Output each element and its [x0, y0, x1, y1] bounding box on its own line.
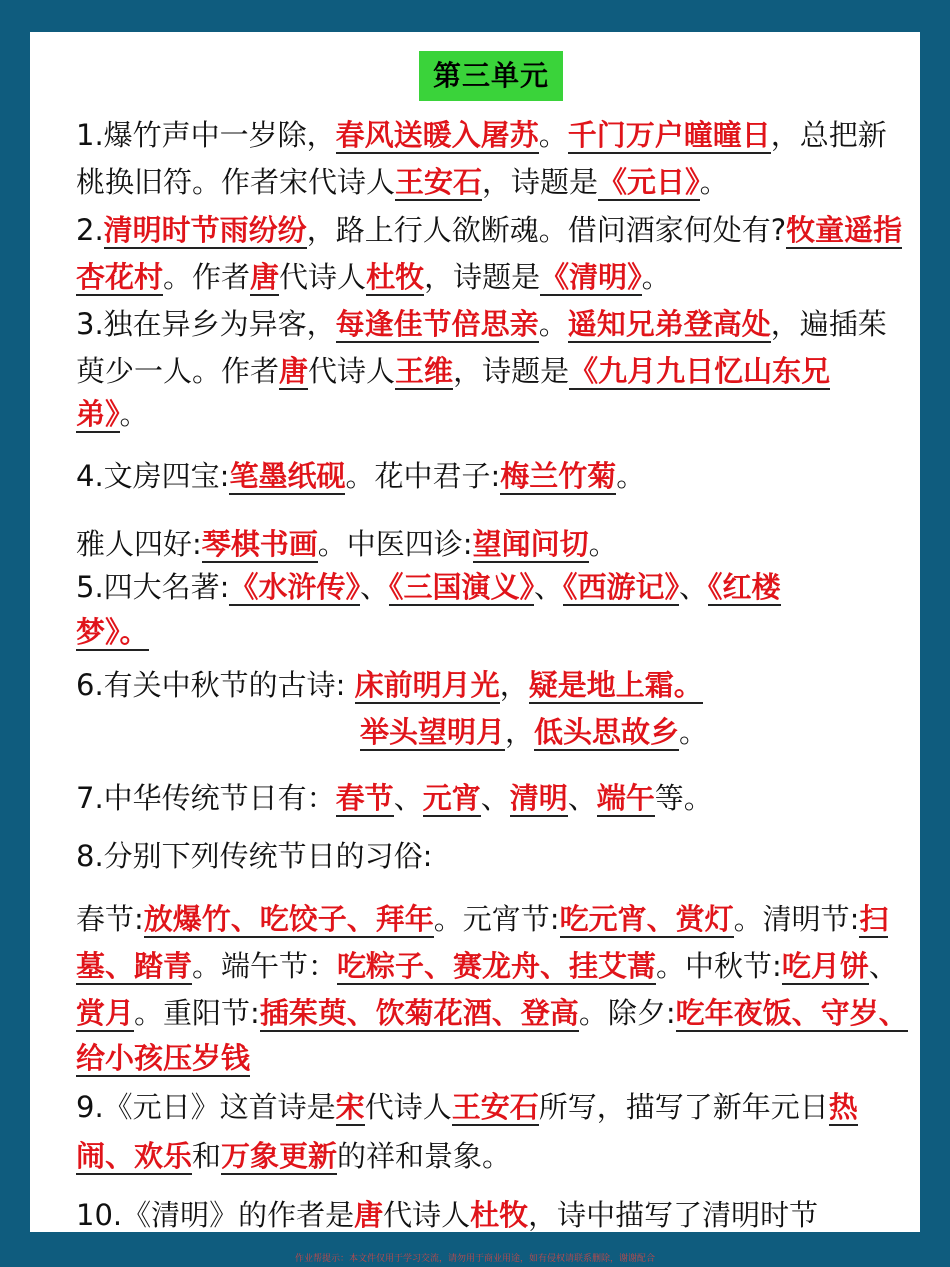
- text-line: [76, 453, 645, 499]
- text-line: [76, 609, 149, 655]
- answer-text: 春风送暖入屠苏: [335, 118, 539, 152]
- question-text: 所写，描写了新年元日: [538, 1090, 829, 1124]
- question-text: 。: [616, 459, 646, 493]
- text-line: [76, 1192, 818, 1232]
- footer-watermark: 作业帮提示：本文件仅用于学习交流，请勿用于商业用途，如有侵权请联系删除，谢谢配合: [294, 1254, 655, 1264]
- answer-text: 热: [828, 1090, 858, 1124]
- text-line: [76, 662, 703, 708]
- question-text: ，诗中描写了清明时节: [528, 1198, 819, 1232]
- answer-text: 墓、踏青: [76, 949, 193, 983]
- answer-text: 杏花村: [76, 260, 164, 294]
- question-text: ，遍插茱: [770, 307, 887, 341]
- question-text: 萸少一人。作者: [76, 354, 280, 388]
- question-text: 代诗人: [308, 354, 396, 388]
- question-text: 、: [567, 781, 597, 815]
- answer-text: 梦》。: [76, 615, 149, 649]
- answer-text: 每逢佳节倍思亲: [335, 307, 539, 341]
- question-text: 雅人四好:: [76, 527, 202, 561]
- answer-text: 吃月饼: [781, 949, 869, 983]
- question-text: 、: [534, 570, 564, 604]
- question-text: 代诗人: [383, 1198, 471, 1232]
- question-text: 6.有关中秋节的古诗:: [76, 668, 355, 702]
- question-text: 等。: [654, 781, 713, 815]
- answer-text: 王维: [395, 354, 454, 388]
- question-text: 。: [119, 397, 149, 431]
- answer-text: 插茱萸、饮菊花酒、登高: [259, 996, 579, 1030]
- answer-text: 《红楼: [708, 570, 781, 604]
- question-text: 。元宵节:: [433, 902, 560, 936]
- question-text: ，诗题是: [424, 260, 541, 294]
- answer-text: 放爆竹、吃饺子、拜年: [143, 902, 434, 936]
- answer-text: 笔墨纸砚: [229, 459, 346, 493]
- answer-text: 吃元宵、赏灯: [559, 902, 734, 936]
- text-line: [76, 112, 887, 158]
- text-line: [76, 254, 671, 300]
- answer-text: 吃年夜饭、守岁、: [675, 996, 908, 1030]
- answer-text: 王安石: [395, 165, 483, 199]
- text-line: [76, 1035, 250, 1081]
- question-text: 4.文房四宝:: [76, 459, 230, 493]
- answer-text: 望闻问切: [472, 527, 589, 561]
- question-text: 、: [393, 781, 423, 815]
- answer-text: 《九月九日忆山东兄: [569, 354, 831, 388]
- text-line: [76, 391, 149, 437]
- answer-text: 唐: [279, 354, 309, 388]
- answer-text: 吃粽子、赛龙舟、挂艾蒿: [337, 949, 657, 983]
- text-line: [76, 833, 432, 879]
- text-line: [76, 943, 898, 989]
- question-text: 。: [679, 715, 709, 749]
- question-text: 。: [588, 527, 618, 561]
- answer-text: 《水浒传》: [229, 570, 360, 604]
- answer-text: 赏月: [76, 996, 135, 1030]
- question-text: 桃换旧符。作者宋代诗人: [76, 165, 396, 199]
- question-text: 。作者: [163, 260, 251, 294]
- text-line: [76, 1133, 511, 1179]
- answer-text: 《元日》: [598, 165, 700, 199]
- text-line: [360, 709, 708, 755]
- answer-text: 端午: [596, 781, 655, 815]
- question-text: 的祥和景象。: [337, 1139, 512, 1173]
- question-text: 5.四大名著:: [76, 570, 230, 604]
- text-line: [76, 521, 618, 567]
- unit-title: 第三单元: [419, 51, 563, 101]
- question-text: 、: [868, 949, 898, 983]
- question-text: 。中秋节:: [656, 949, 782, 983]
- question-text: 春节:: [76, 902, 144, 936]
- question-text: 代诗人: [279, 260, 367, 294]
- question-text: 和: [192, 1139, 222, 1173]
- question-text: 、: [480, 781, 510, 815]
- question-text: ，: [505, 715, 535, 749]
- question-text: ，: [499, 668, 529, 702]
- answer-text: 举头望明月: [360, 715, 506, 749]
- question-text: 。重阳节:: [134, 996, 260, 1030]
- answer-text: 琴棋书画: [201, 527, 318, 561]
- question-text: 。: [538, 307, 568, 341]
- answer-text: 杜牧: [366, 260, 425, 294]
- answer-text: 梅兰竹菊: [500, 459, 617, 493]
- question-text: 。: [538, 118, 568, 152]
- question-text: 2.: [76, 213, 104, 247]
- question-text: 。清明节:: [733, 902, 860, 936]
- question-text: ，路上行人欲断魂。借问酒家何处有?: [306, 213, 787, 247]
- question-text: 。花中君子:: [345, 459, 501, 493]
- answer-text: 清明时节雨纷纷: [103, 213, 307, 247]
- answer-text: 清明: [509, 781, 568, 815]
- question-text: 3.独在异乡为异客，: [76, 307, 336, 341]
- question-text: 1.爆竹声中一岁除，: [76, 118, 336, 152]
- answer-text: 王安石: [451, 1090, 539, 1124]
- answer-text: 春节: [335, 781, 394, 815]
- text-line: [76, 896, 888, 942]
- text-line: [76, 990, 908, 1036]
- question-text: 。: [699, 165, 729, 199]
- answer-text: 遥知兄弟登高处: [567, 307, 771, 341]
- answer-text: 唐: [250, 260, 280, 294]
- answer-text: 杜牧: [470, 1198, 529, 1232]
- text-line: [76, 775, 713, 821]
- question-text: 、: [679, 570, 709, 604]
- answer-text: 宋: [335, 1090, 365, 1124]
- question-text: 。端午节：: [192, 949, 338, 983]
- question-text: ，诗题是: [482, 165, 599, 199]
- question-text: 8.分别下列传统节日的习俗:: [76, 839, 433, 873]
- question-text: 。: [641, 260, 671, 294]
- answer-text: 《西游记》: [563, 570, 680, 604]
- question-text: 、: [359, 570, 389, 604]
- worksheet: [30, 32, 920, 1232]
- answer-text: 《三国演义》: [388, 570, 534, 604]
- answer-text: 万象更新: [221, 1139, 338, 1173]
- question-text: 。中医四诊:: [317, 527, 473, 561]
- question-text: 7.中华传统节日有：: [76, 781, 336, 815]
- answer-text: 床前明月光: [354, 668, 500, 702]
- question-text: 10.《清明》的作者是: [76, 1198, 355, 1232]
- answer-text: 闹、欢乐: [76, 1139, 193, 1173]
- answer-text: 元宵: [422, 781, 481, 815]
- question-text: 。除夕:: [578, 996, 676, 1030]
- answer-text: 千门万户曈曈日: [567, 118, 771, 152]
- question-text: ，诗题是: [453, 354, 570, 388]
- text-line: [76, 301, 887, 347]
- text-line: [76, 159, 729, 205]
- answer-text: 疑是地上霜。: [528, 668, 703, 702]
- text-line: [76, 564, 781, 610]
- question-text: ，总把新: [770, 118, 887, 152]
- answer-text: 《清明》: [540, 260, 642, 294]
- text-line: [76, 207, 902, 253]
- answer-text: 唐: [354, 1198, 384, 1232]
- answer-text: 弟》: [76, 397, 120, 431]
- text-line: [76, 1084, 858, 1130]
- text-line: [76, 348, 830, 394]
- answer-text: 扫: [859, 902, 889, 936]
- answer-text: 给小孩压岁钱: [76, 1041, 251, 1075]
- answer-text: 牧童遥指: [786, 213, 903, 247]
- question-text: 9.《元日》这首诗是: [76, 1090, 336, 1124]
- answer-text: 低头思故乡: [534, 715, 680, 749]
- question-text: 代诗人: [364, 1090, 452, 1124]
